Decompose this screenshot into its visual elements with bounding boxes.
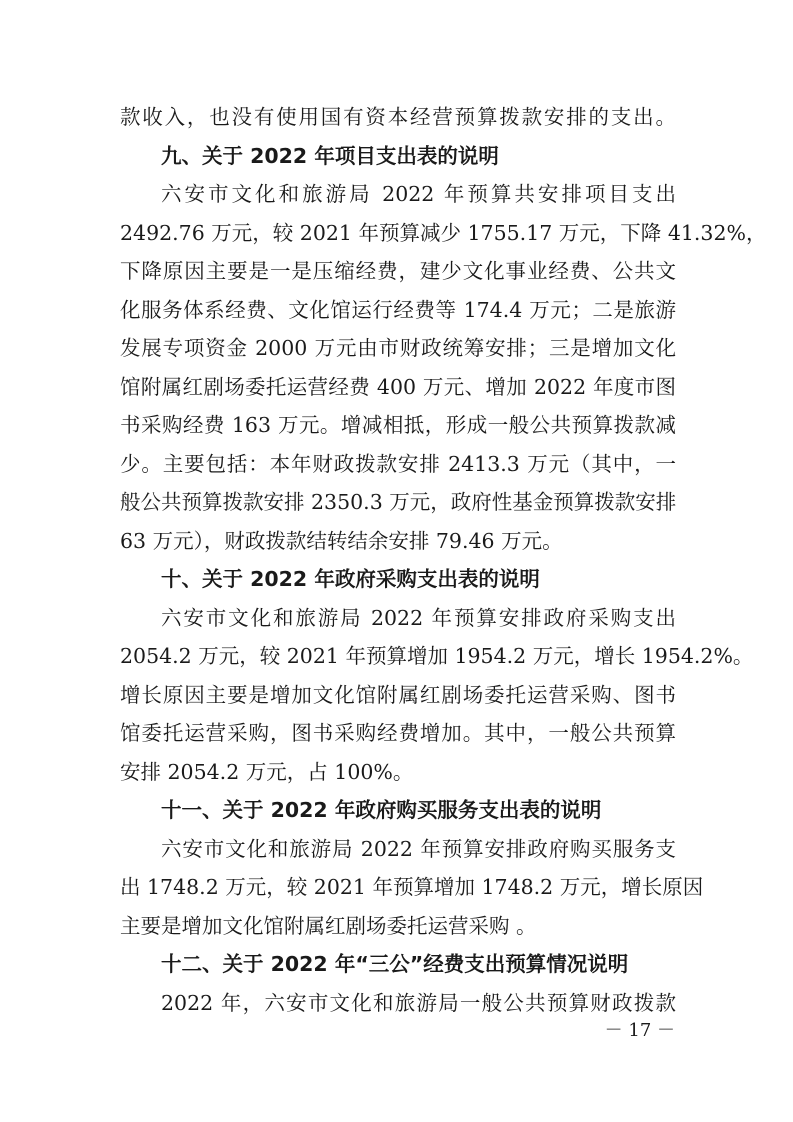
paragraph-line: 六安市文化和旅游局 2022 年预算共安排项目支出 [161,182,676,206]
page-number: － 17 － [604,1020,675,1041]
paragraph-line: 六安市文化和旅游局 2022 年预算安排政府采购支出 [161,605,676,630]
paragraph-line: 63 万元），财政拨款结转结余安排 79.46 万元。 [120,528,563,553]
paragraph-line: 出 1748.2 万元，较 2021 年预算增加 1748.2 万元，增长原因 [120,875,704,899]
paragraph-line: 书采购经费 163 万元。增减相抵，形成一般公共预算拨款减 [120,413,676,437]
paragraph-line: 2022 年，六安市文化和旅游局一般公共预算财政拨款 [161,990,676,1015]
document-body [120,98,767,1022]
paragraph-line: 主要是增加文化馆附属红剧场委托运营采购 。 [120,913,537,938]
paragraph-line: 化服务体系经费、文化馆运行经费等 174.4 万元；二是旅游 [120,297,676,322]
paragraph-line: 下降原因主要是一是压缩经费，建少文化事业经费、公共文 [120,259,676,283]
paragraph-line: 馆委托运营采购，图书采购经费增加。其中，一般公共预算 [120,721,676,745]
paragraph-line: 款收入，也没有使用国有资本经营预算拨款安排的支出。 [120,105,676,129]
section-heading: 十二、关于 2022 年“三公”经费支出预算情况说明 [161,952,629,976]
section-heading: 十、关于 2022 年政府采购支出表的说明 [161,567,540,591]
paragraph-line: 六安市文化和旅游局 2022 年预算安排政府购买服务支 [161,836,676,861]
paragraph-line: 增长原因主要是增加文化馆附属红剧场委托运营采购、图书 [120,682,676,707]
paragraph-line: 安排 2054.2 万元，占 100%。 [120,759,414,784]
section-heading: 九、关于 2022 年项目支出表的说明 [161,143,499,168]
paragraph-line: 馆附属红剧场委托运营经费 400 万元、增加 2022 年度市图 [120,374,676,399]
paragraph-line: 少。主要包括：本年财政拨款安排 2413.3 万元（其中，一 [120,451,676,476]
section-heading: 十一、关于 2022 年政府购买服务支出表的说明 [161,798,602,822]
paragraph-line: 发展专项资金 2000 万元由市财政统筹安排；三是增加文化 [120,336,676,360]
paragraph-line: 般公共预算拨款安排 2350.3 万元，政府性基金预算拨款安排 [120,490,677,514]
paragraph-line: 2492.76 万元，较 2021 年预算减少 1755.17 万元，下降 41.32%， [120,220,767,245]
paragraph-line: 2054.2 万元，较 2021 年预算增加 1954.2 万元，增长 1954.2%。 [120,644,754,668]
